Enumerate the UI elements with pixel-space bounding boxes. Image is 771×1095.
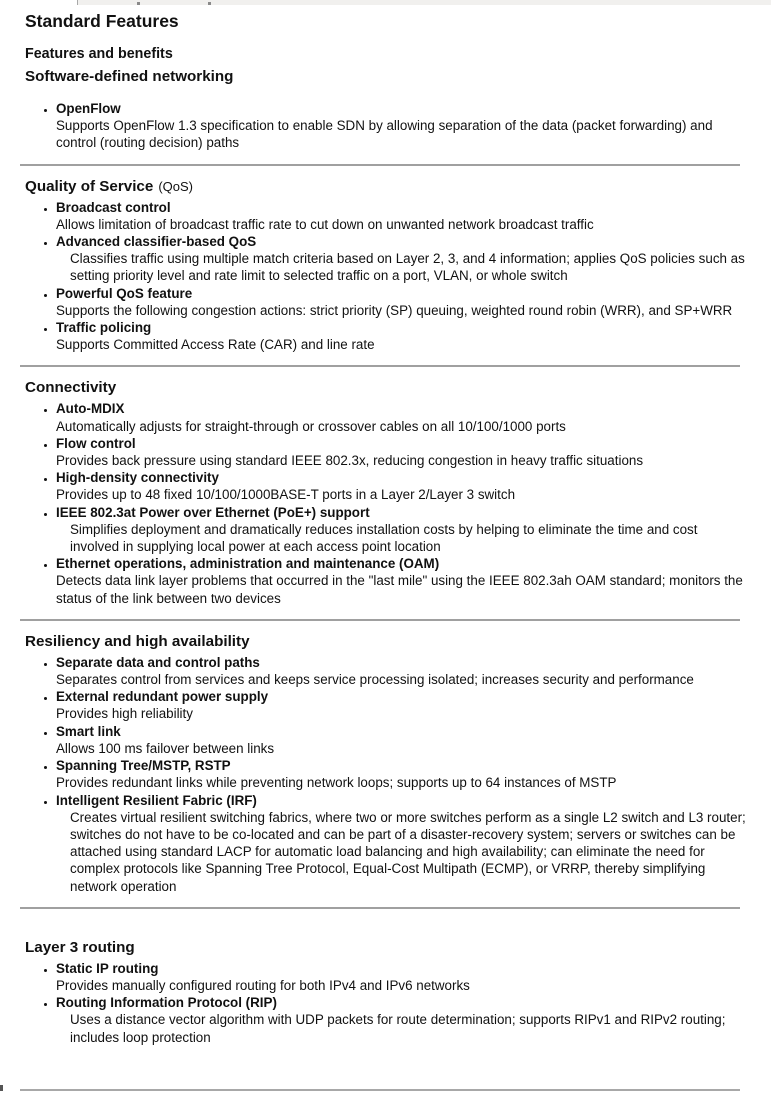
feature-list — [0, 100, 746, 152]
feature-description: Provides redundant links while preventing network loops; supports up to 64 instances of MSTP — [56, 775, 617, 791]
feature-list — [0, 400, 746, 606]
feature-term: • Ethernet operations, administration and maintenance (OAM) — [56, 556, 440, 572]
feature-term: • IEEE 802.3at Power over Ethernet (PoE+) support — [56, 504, 370, 520]
feature-item — [56, 435, 746, 469]
feature-item — [56, 723, 746, 757]
feature-item — [56, 960, 746, 994]
feature-item — [56, 555, 746, 607]
feature-term: • Intelligent Resilient Fabric (IRF) — [56, 792, 257, 808]
feature-term: • Powerful QoS feature — [56, 285, 193, 301]
feature-description: Provides back pressure using standard IEEE 802.3x, reducing congestion in heavy traffic situations — [56, 453, 644, 469]
feature-term: • Auto-MDIX — [56, 401, 125, 417]
feature-item — [56, 400, 746, 434]
section-heading — [25, 68, 746, 86]
cropped-text-artifact — [137, 2, 140, 5]
section-divider — [20, 365, 740, 367]
section-software-defined-networking — [0, 68, 771, 152]
section-heading-text: Layer 3 routing — [25, 938, 135, 956]
feature-description: Classifies traffic using multiple match criteria based on Layer 2, 3, and 4 information; applies QoS policies such as setting priority level and rate limit to selected traffic on a port, VLAN, or whole switch — [70, 251, 745, 284]
section-heading — [25, 379, 746, 397]
feature-description: Detects data link layer problems that occurred in the "last mile" using the IEEE 802.3ah OAM standard; monitors the status of the link between two devices — [56, 573, 743, 606]
section-connectivity — [0, 379, 771, 606]
feature-description: Supports OpenFlow 1.3 specification to enable SDN by allowing separation of the data (packet forwarding) and control (routing decision) paths — [56, 118, 713, 151]
feature-item — [56, 757, 746, 791]
feature-list — [0, 654, 746, 895]
feature-item — [56, 199, 746, 233]
cropped-text-artifact — [208, 2, 211, 5]
feature-list — [0, 960, 746, 1046]
feature-term: • External redundant power supply — [56, 689, 269, 705]
feature-item — [56, 100, 746, 152]
section-heading — [25, 178, 746, 196]
feature-term: • Routing Information Protocol (RIP) — [56, 995, 277, 1011]
section-quality-of-service — [0, 178, 771, 354]
section-heading-text: Quality of Service — [25, 177, 154, 195]
feature-term: • Spanning Tree/MSTP, RSTP — [56, 758, 231, 774]
top-edge-cropped-strip — [0, 0, 771, 5]
top-tab-fragment — [0, 0, 78, 5]
feature-sections-container — [0, 68, 771, 1046]
bottom-left-artifact — [0, 1085, 3, 1091]
bottom-section-divider — [20, 1089, 740, 1091]
feature-description: Provides up to 48 fixed 10/100/1000BASE-T ports in a Layer 2/Layer 3 switch — [56, 487, 516, 503]
feature-item — [56, 504, 746, 556]
feature-description: Creates virtual resilient switching fabrics, where two or more switches perform as a single L2 switch and L3 router; switches do not have to be co-located and can be part of a disaster-recovery system; servers or switches can be attached using standard LACP for automatic load balancing and high availability; can eliminate the need for complex protocols like Spanning Tree Protocol, Equal-Cost Multipath (ECMP), or VRRP, thereby simplifying network operation — [70, 809, 746, 894]
feature-item — [56, 469, 746, 503]
feature-term: • Flow control — [56, 435, 136, 451]
feature-description: Allows 100 ms failover between links — [56, 740, 275, 756]
feature-item — [56, 319, 746, 353]
section-layer-3-routing — [0, 939, 771, 1046]
feature-item — [56, 994, 746, 1046]
feature-term: • Traffic policing — [56, 320, 152, 336]
section-heading-text: Resiliency and high availability — [25, 632, 250, 650]
page-title: Standard Features — [25, 11, 179, 31]
feature-description: Provides high reliability — [56, 706, 193, 722]
feature-description: Provides manually configured routing for both IPv4 and IPv6 networks — [56, 977, 470, 993]
feature-description: Simplifies deployment and dramatically reduces installation costs by helping to eliminate the time and cost involved in supplying local power at each access point location — [70, 521, 698, 555]
section-heading — [25, 633, 746, 651]
feature-item — [56, 654, 746, 688]
feature-description: Separates control from services and keeps service processing isolated; increases security and performance — [56, 672, 694, 688]
feature-description: Supports the following congestion actions: strict priority (SP) queuing, weighted round robin (WRR), and SP+WRR — [56, 302, 733, 318]
features-and-benefits-heading: Features and benefits — [25, 46, 173, 62]
section-heading-text: Connectivity — [25, 379, 117, 397]
feature-description: Allows limitation of broadcast traffic rate to cut down on unwanted network broadcast traffic — [56, 216, 594, 232]
feature-term: • Broadcast control — [56, 199, 171, 215]
feature-item — [56, 792, 746, 895]
feature-description: Uses a distance vector algorithm with UDP packets for route determination; supports RIPv1 and RIPv2 routing; includes loop protection — [70, 1012, 726, 1045]
feature-item — [56, 233, 746, 285]
section-heading-suffix: (QoS) — [158, 178, 193, 194]
section-heading-text: Software-defined networking — [25, 68, 234, 85]
feature-description: Automatically adjusts for straight-through or crossover cables on all 10/100/1000 ports — [56, 418, 566, 434]
feature-term: • Advanced classifier-based QoS — [56, 234, 257, 250]
section-divider — [20, 619, 740, 621]
feature-term: • OpenFlow — [56, 101, 121, 116]
section-resiliency-and-high-availability — [0, 633, 771, 895]
feature-list — [0, 199, 746, 354]
feature-term: • Static IP routing — [56, 960, 159, 976]
feature-description: Supports Committed Access Rate (CAR) and line rate — [56, 337, 375, 353]
section-divider — [20, 164, 740, 166]
feature-item — [56, 285, 746, 319]
feature-item — [56, 688, 746, 722]
feature-term: • High-density connectivity — [56, 470, 219, 486]
feature-term: • Smart link — [56, 723, 121, 739]
feature-term: • Separate data and control paths — [56, 654, 260, 670]
section-heading — [25, 939, 746, 957]
section-divider — [20, 907, 740, 909]
